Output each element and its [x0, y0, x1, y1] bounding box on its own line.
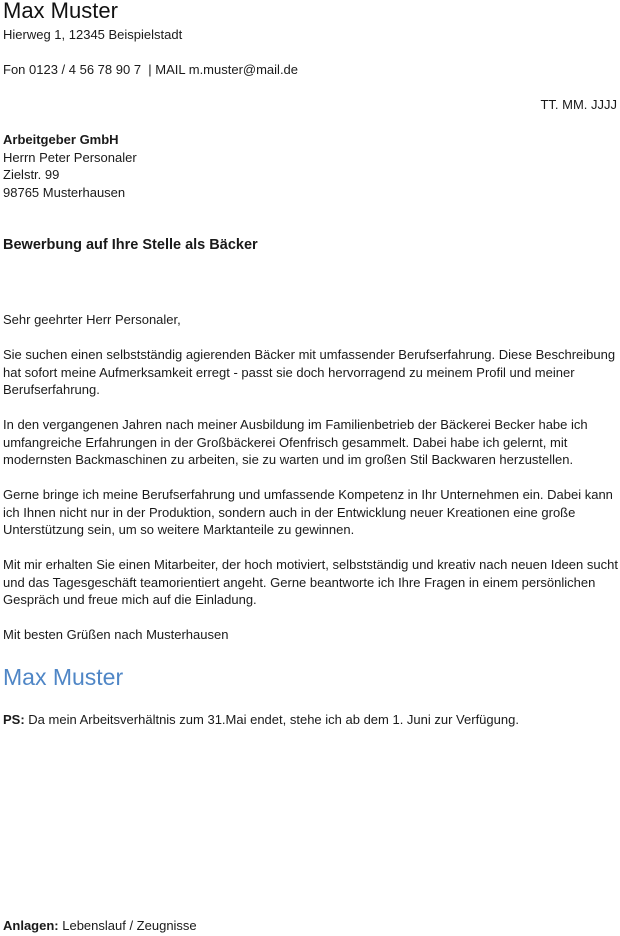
attachments [3, 917, 197, 935]
salutation: Sehr geehrter Herr Personaler, [3, 312, 181, 327]
ps-text: Da mein Arbeitsverhältnis zum 31.Mai endet, stehe ich ab dem 1. Juni zur Verfügung. [24, 712, 519, 727]
recipient-block [3, 131, 137, 201]
body-paragraph: In den vergangenen Jahren nach meiner Ausbildung im Familienbetrieb der Bäckerei Becker habe ich umfangreiche Erfahrungen in der Großbäckerei Ofenfrisch gesammelt. Dabei habe ich gelernt, mit modernsten Backmaschinen zu arbeiten, sie zu warten und im großen Stil Backwaren herzustellen. [3, 417, 588, 467]
attachments-text: Lebenslauf / Zeugnisse [58, 918, 197, 933]
letter-body [3, 346, 618, 661]
recipient-person: Herrn Peter Personaler [3, 149, 137, 165]
ps-label: PS: [3, 712, 25, 727]
letter-date: TT. MM. JJJJ [540, 97, 617, 112]
body-paragraph: Mit mir erhalten Sie einen Mitarbeiter, der hoch motiviert, selbstständig und kreativ nach neuen Ideen sucht und das Tagesgeschäft teamorientiert angeht. Gerne beantworte ich Ihre Fragen in einem persönlichen Gespräch und freue mich auf die Einladung. [3, 557, 618, 607]
recipient-city: 98765 Musterhausen [3, 184, 126, 200]
body-paragraph: Sie suchen einen selbstständig agierenden Bäcker mit umfassender Berufserfahrung. Diese Beschreibung hat sofort meine Aufmerksamkeit erregt - passt sie doch hervorragend zu meinem Profil und meiner Berufserfahrung. [3, 347, 616, 397]
signature: Max Muster [3, 664, 124, 690]
attachments-label: Anlagen: [3, 918, 59, 933]
recipient-street: Zielstr. 99 [3, 167, 60, 182]
postscript [3, 711, 519, 729]
recipient-company: Arbeitgeber GmbH [3, 132, 119, 147]
sender-contact: Fon 0123 / 4 56 78 90 7 | MAIL m.muster@mail.de [3, 62, 299, 77]
sender-name: Max Muster [3, 0, 118, 23]
closing-line: Mit besten Grüßen nach Musterhausen [3, 627, 229, 642]
body-paragraph: Gerne bringe ich meine Berufserfahrung und umfassende Kompetenz in Ihr Unternehmen ein. Dabei kann ich Ihnen nicht nur in der Produktion, sondern auch in der Entwicklung neuer Kreationen eine große Unterstützung sein, um so weitere Marktanteile zu gewinnen. [3, 487, 613, 537]
sender-address: Hierweg 1, 12345 Beispielstadt [3, 27, 183, 42]
letter-subject: Bewerbung auf Ihre Stelle als Bäcker [3, 237, 258, 253]
